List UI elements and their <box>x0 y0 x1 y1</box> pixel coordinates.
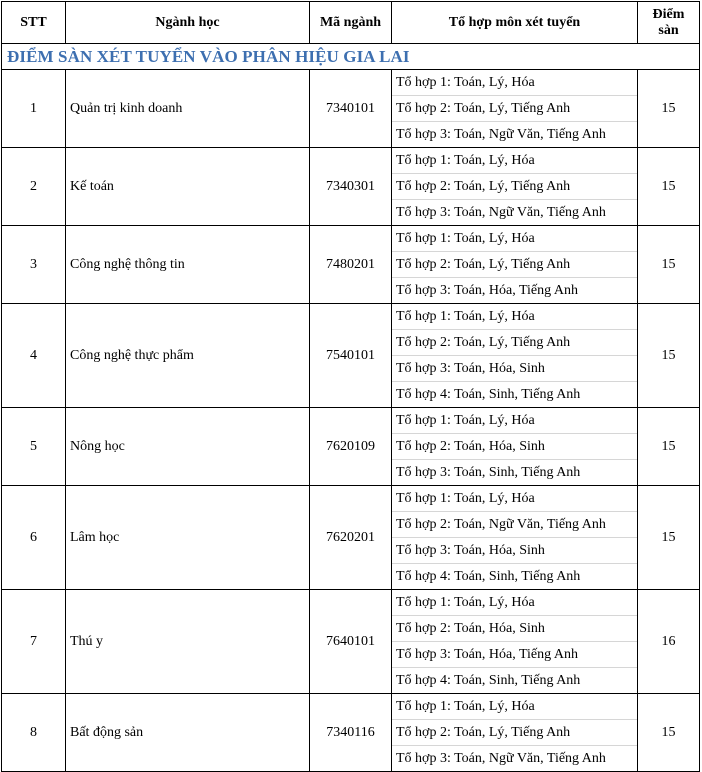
row-stt: 3 <box>2 226 66 304</box>
combo-line: Tổ hợp 3: Toán, Sinh, Tiếng Anh <box>396 465 581 480</box>
combo-line: Tổ hợp 1: Toán, Lý, Hóa <box>392 226 637 252</box>
row-min-score: 15 <box>638 304 700 408</box>
row-combos <box>392 486 638 590</box>
combo-line: Tổ hợp 1: Toán, Lý, Hóa <box>392 486 637 512</box>
row-min-score: 15 <box>638 226 700 304</box>
row-major-name: Thú y <box>66 590 310 694</box>
table-row <box>2 486 700 590</box>
table-row <box>2 590 700 694</box>
combo-line: Tổ hợp 1: Toán, Lý, Hóa <box>392 408 637 434</box>
combo-line: Tổ hợp 4: Toán, Sinh, Tiếng Anh <box>396 569 581 584</box>
row-min-score: 15 <box>638 148 700 226</box>
table-row <box>2 304 700 408</box>
combo-line: Tổ hợp 2: Toán, Lý, Tiếng Anh <box>392 252 637 278</box>
combo-line: Tổ hợp 1: Toán, Lý, Hóa <box>392 590 637 616</box>
combo-line: Tổ hợp 1: Toán, Lý, Hóa <box>392 694 637 720</box>
header-score <box>638 2 700 44</box>
combo-line: Tổ hợp 4: Toán, Sinh, Tiếng Anh <box>396 387 581 402</box>
row-major-name: Quản trị kinh doanh <box>66 70 310 148</box>
admission-table <box>1 1 700 772</box>
table-row <box>2 70 700 148</box>
row-major-name: Lâm học <box>66 486 310 590</box>
combo-line: Tổ hợp 2: Toán, Ngữ Văn, Tiếng Anh <box>392 512 637 538</box>
row-combos <box>392 226 638 304</box>
row-stt: 1 <box>2 70 66 148</box>
row-min-score: 15 <box>638 70 700 148</box>
header-major: Ngành học <box>66 2 310 44</box>
row-major-name: Công nghệ thông tin <box>66 226 310 304</box>
row-combos <box>392 304 638 408</box>
row-stt: 8 <box>2 694 66 772</box>
header-stt: STT <box>2 2 66 44</box>
row-min-score: 16 <box>638 590 700 694</box>
table-row <box>2 408 700 486</box>
combo-line: Tổ hợp 3: Toán, Hóa, Sinh <box>392 538 637 564</box>
row-major-code: 7340101 <box>310 70 392 148</box>
row-stt: 5 <box>2 408 66 486</box>
admission-score-sheet <box>1 1 699 772</box>
row-combos <box>392 590 638 694</box>
combo-line: Tổ hợp 2: Toán, Lý, Tiếng Anh <box>392 720 637 746</box>
combo-line: Tổ hợp 4: Toán, Sinh, Tiếng Anh <box>396 673 581 688</box>
combo-line: Tổ hợp 2: Toán, Hóa, Sinh <box>392 616 637 642</box>
row-combos <box>392 70 638 148</box>
section-row <box>2 44 700 70</box>
row-major-code: 7640101 <box>310 590 392 694</box>
row-min-score: 15 <box>638 408 700 486</box>
row-combos <box>392 148 638 226</box>
combo-line: Tổ hợp 1: Toán, Lý, Hóa <box>392 304 637 330</box>
combo-line: Tổ hợp 2: Toán, Hóa, Sinh <box>392 434 637 460</box>
combo-line: Tổ hợp 2: Toán, Lý, Tiếng Anh <box>392 330 637 356</box>
row-stt: 4 <box>2 304 66 408</box>
table-row <box>2 694 700 772</box>
row-major-code: 7620109 <box>310 408 392 486</box>
row-combos <box>392 408 638 486</box>
row-major-code: 7620201 <box>310 486 392 590</box>
table-row <box>2 226 700 304</box>
row-major-name: Công nghệ thực phẩm <box>66 304 310 408</box>
combo-line: Tổ hợp 2: Toán, Lý, Tiếng Anh <box>392 96 637 122</box>
combo-line: Tổ hợp 1: Toán, Lý, Hóa <box>392 148 637 174</box>
header-score-line2: sàn <box>658 22 679 38</box>
combo-line: Tổ hợp 2: Toán, Lý, Tiếng Anh <box>392 174 637 200</box>
row-min-score: 15 <box>638 694 700 772</box>
header-combo: Tổ hợp môn xét tuyển <box>392 2 638 44</box>
table-row <box>2 148 700 226</box>
combo-line: Tổ hợp 3: Toán, Hóa, Tiếng Anh <box>396 283 578 298</box>
combo-line: Tổ hợp 3: Toán, Ngữ Văn, Tiếng Anh <box>396 205 606 220</box>
row-stt: 2 <box>2 148 66 226</box>
row-stt: 6 <box>2 486 66 590</box>
row-min-score: 15 <box>638 486 700 590</box>
row-major-code: 7540101 <box>310 304 392 408</box>
combo-line: Tổ hợp 3: Toán, Ngữ Văn, Tiếng Anh <box>396 751 606 766</box>
row-major-code: 7340301 <box>310 148 392 226</box>
row-major-code: 7480201 <box>310 226 392 304</box>
header-row <box>2 2 700 44</box>
row-major-name: Nông học <box>66 408 310 486</box>
combo-line: Tổ hợp 3: Toán, Hóa, Sinh <box>392 356 637 382</box>
header-score-line1: Điểm <box>652 6 685 22</box>
row-stt: 7 <box>2 590 66 694</box>
section-title: ĐIỂM SÀN XÉT TUYỂN VÀO PHÂN HIỆU GIA LAI <box>2 44 700 70</box>
row-major-name: Kế toán <box>66 148 310 226</box>
row-major-name: Bất động sản <box>66 694 310 772</box>
combo-line: Tổ hợp 3: Toán, Ngữ Văn, Tiếng Anh <box>396 127 606 142</box>
header-code: Mã ngành <box>310 2 392 44</box>
row-combos <box>392 694 638 772</box>
row-major-code: 7340116 <box>310 694 392 772</box>
combo-line: Tổ hợp 1: Toán, Lý, Hóa <box>392 70 637 96</box>
combo-line: Tổ hợp 3: Toán, Hóa, Tiếng Anh <box>392 642 637 668</box>
